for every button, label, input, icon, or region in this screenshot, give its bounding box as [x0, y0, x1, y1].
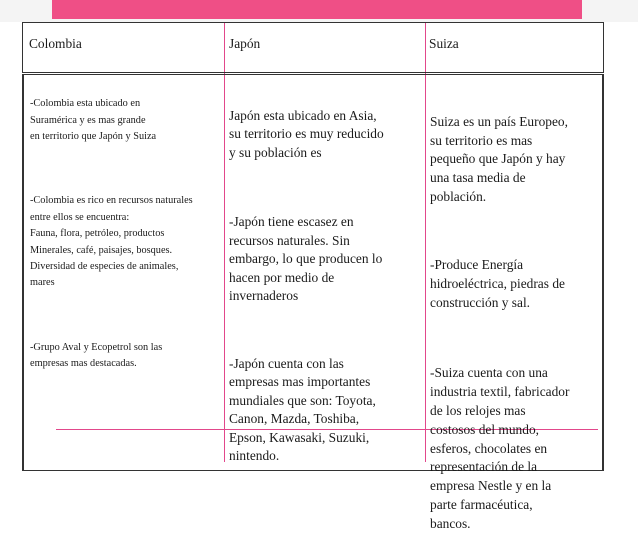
cell-suiza [430, 94, 602, 552]
cell-japon [229, 88, 419, 484]
colombia-paragraph-location: -Colombia esta ubicado en Suramérica y es mas grande en territorio que Japón y Suiza [30, 98, 157, 143]
japon-paragraph-resources: -Japón tiene escasez en recursos naturales. Sin embargo, lo que producen lo hacen por medio de invernaderos [229, 214, 383, 303]
header-colombia: Colombia [29, 36, 82, 51]
colombia-paragraph-resources: -Colombia es rico en recursos naturales entre ellos se encuentra: Fauna, flora, petróleo, productos Minerales, café, paisajes, bosques. Diversidad de especies de animales, mares [30, 195, 193, 289]
decorative-pink-bar [52, 0, 582, 19]
cell-colombia [30, 80, 228, 389]
header-japon: Japón [229, 36, 261, 51]
japon-paragraph-location: Japón esta ubicado en Asia, su territorio es muy reducido y su población es [229, 107, 384, 160]
header-suiza: Suiza [429, 36, 459, 51]
japon-paragraph-companies: -Japón cuenta con las empresas mas importantes mundiales que son: Toyota, Canon, Mazda, Toshiba, Epson, Kawasaki, Suzuki, nintendo. [229, 355, 376, 463]
suiza-paragraph-production: -Produce Energía hidroeléctrica, piedras de construcción y sal. [430, 257, 565, 310]
suiza-paragraph-location: Suiza es un país Europeo, su territorio es mas pequeño que Japón y hay una tasa media de población. [430, 113, 568, 204]
table-header-row [22, 22, 604, 73]
colombia-paragraph-companies: -Grupo Aval y Ecopetrol son las empresas mas destacadas. [30, 341, 163, 370]
suiza-paragraph-industry: -Suiza cuenta con una industria textil, fabricador de los relojes mas costosos del mundo, esferos, chocolates en representación de la empresa Nestle y en la parte farmacéutica, bancos. [430, 365, 570, 531]
